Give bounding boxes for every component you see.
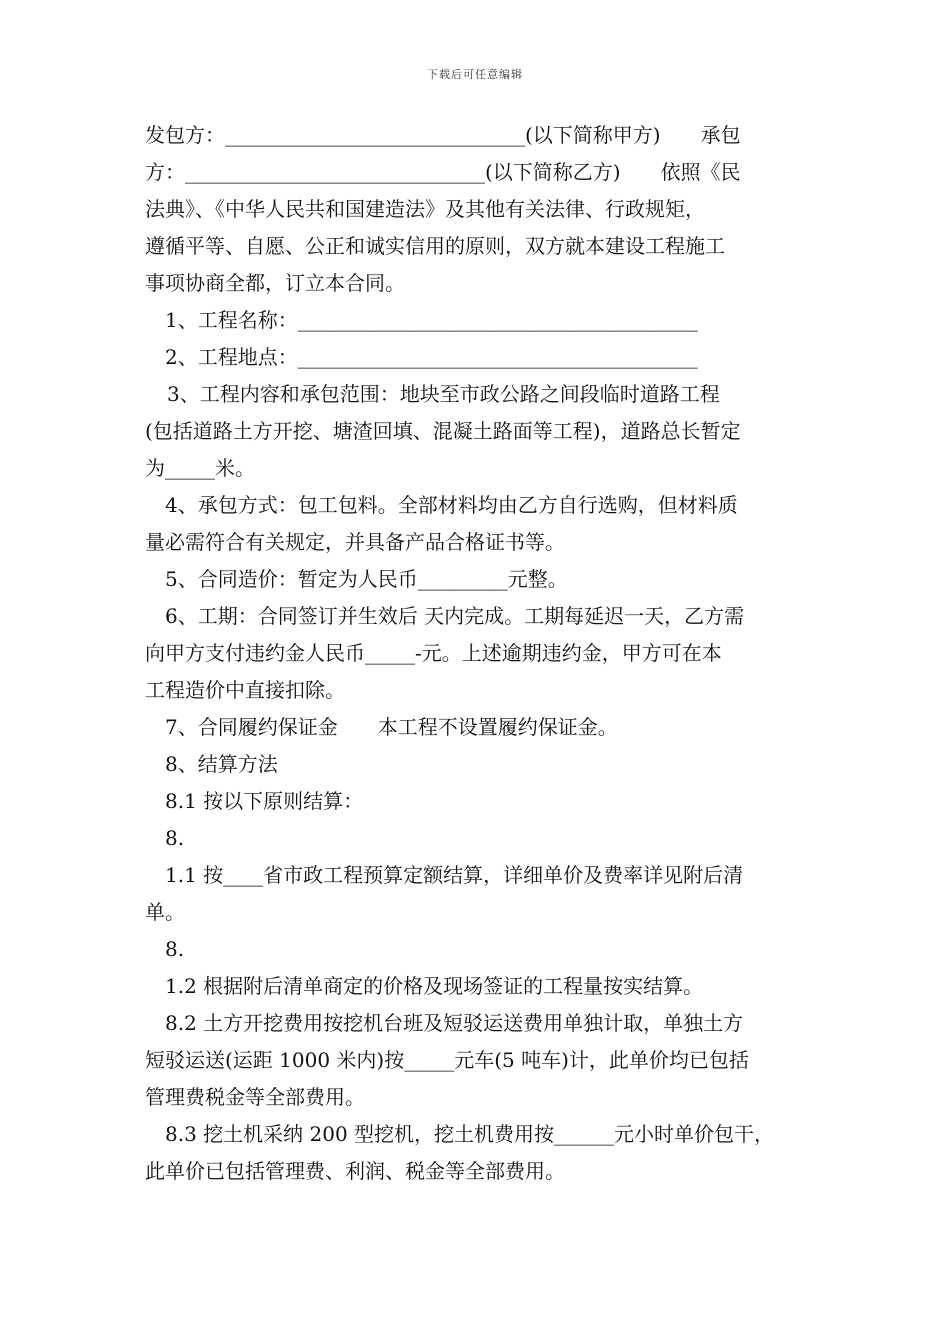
clause-8-1-1: 1.1 按____省市政工程预算定额结算，详细单价及费率详见附后清 (165, 863, 744, 887)
text-line: 量必需符合有关规定，并具备产品合格证书等。 (145, 530, 565, 554)
text-line: 事项协商全都，订立本合同。 (145, 271, 405, 295)
text-line: 发包方：______________________________(以下简称甲方) 承包 (145, 123, 741, 147)
text-line: 遵循平等、自愿、公正和诚实信用的原则，双方就本建设工程施工 (145, 234, 725, 258)
text-line: 方：______________________________(以下简称乙方) 依照《民 (145, 160, 741, 184)
text-line: 法典》、《中华人民共和国建造法》及其他有关法律、行政规矩， (145, 197, 705, 221)
clause-duration: 6、工期：合同签订并生效后 天内完成。工期每延迟一天，乙方需 (165, 604, 745, 628)
page-header: 下载后可任意编辑 (427, 68, 523, 81)
clause-8-3: 8.3 挖土机采纳 200 型挖机，挖土机费用按______元小时单价包干， (165, 1122, 775, 1146)
text-line: 8. (165, 826, 185, 850)
clause-project-scope: 3、工程内容和承包范围：地块至市政公路之间段临时道路工程 (167, 382, 720, 406)
text-line: 向甲方支付违约金人民币_____-元。上述逾期违约金，甲方可在本 (145, 641, 722, 665)
contract-body (145, 117, 813, 1190)
clause-performance-bond: 7、合同履约保证金 本工程不设置履约保证金。 (165, 715, 618, 739)
clause-8-1: 8.1 按以下原则结算： (165, 789, 364, 813)
clause-project-location: 2、工程地点：________________________________________ (165, 345, 698, 369)
clause-project-name: 1、工程名称：________________________________________ (165, 308, 698, 332)
text-line: (包括道路土方开挖、塘渣回填、混凝土路面等工程)，道路总长暂定 (145, 419, 741, 443)
text-line: 单。 (145, 900, 185, 924)
text-line: 8. (165, 937, 185, 961)
text-line: 为_____米。 (145, 456, 255, 480)
clause-contract-mode: 4、承包方式：包工包料。全部材料均由乙方自行选购，但材料质 (165, 493, 738, 517)
text-line: 短驳运送(运距 1000 米内)按_____元车(5 吨车)计，此单价均已包括 (145, 1048, 749, 1072)
clause-8-2: 8.2 土方开挖费用按挖机台班及短驳运送费用单独计取，单独土方 (165, 1011, 744, 1035)
text-line: 此单价已包括管理费、利润、税金等全部费用。 (145, 1159, 565, 1183)
clause-settlement: 8、结算方法 (165, 752, 278, 776)
text-line: 管理费税金等全部费用。 (145, 1085, 365, 1109)
clause-contract-price: 5、合同造价：暂定为人民币_________元整。 (165, 567, 568, 591)
clause-8-1-2: 1.2 根据附后清单商定的价格及现场签证的工程量按实结算。 (165, 974, 704, 998)
text-line: 工程造价中直接扣除。 (145, 678, 345, 702)
